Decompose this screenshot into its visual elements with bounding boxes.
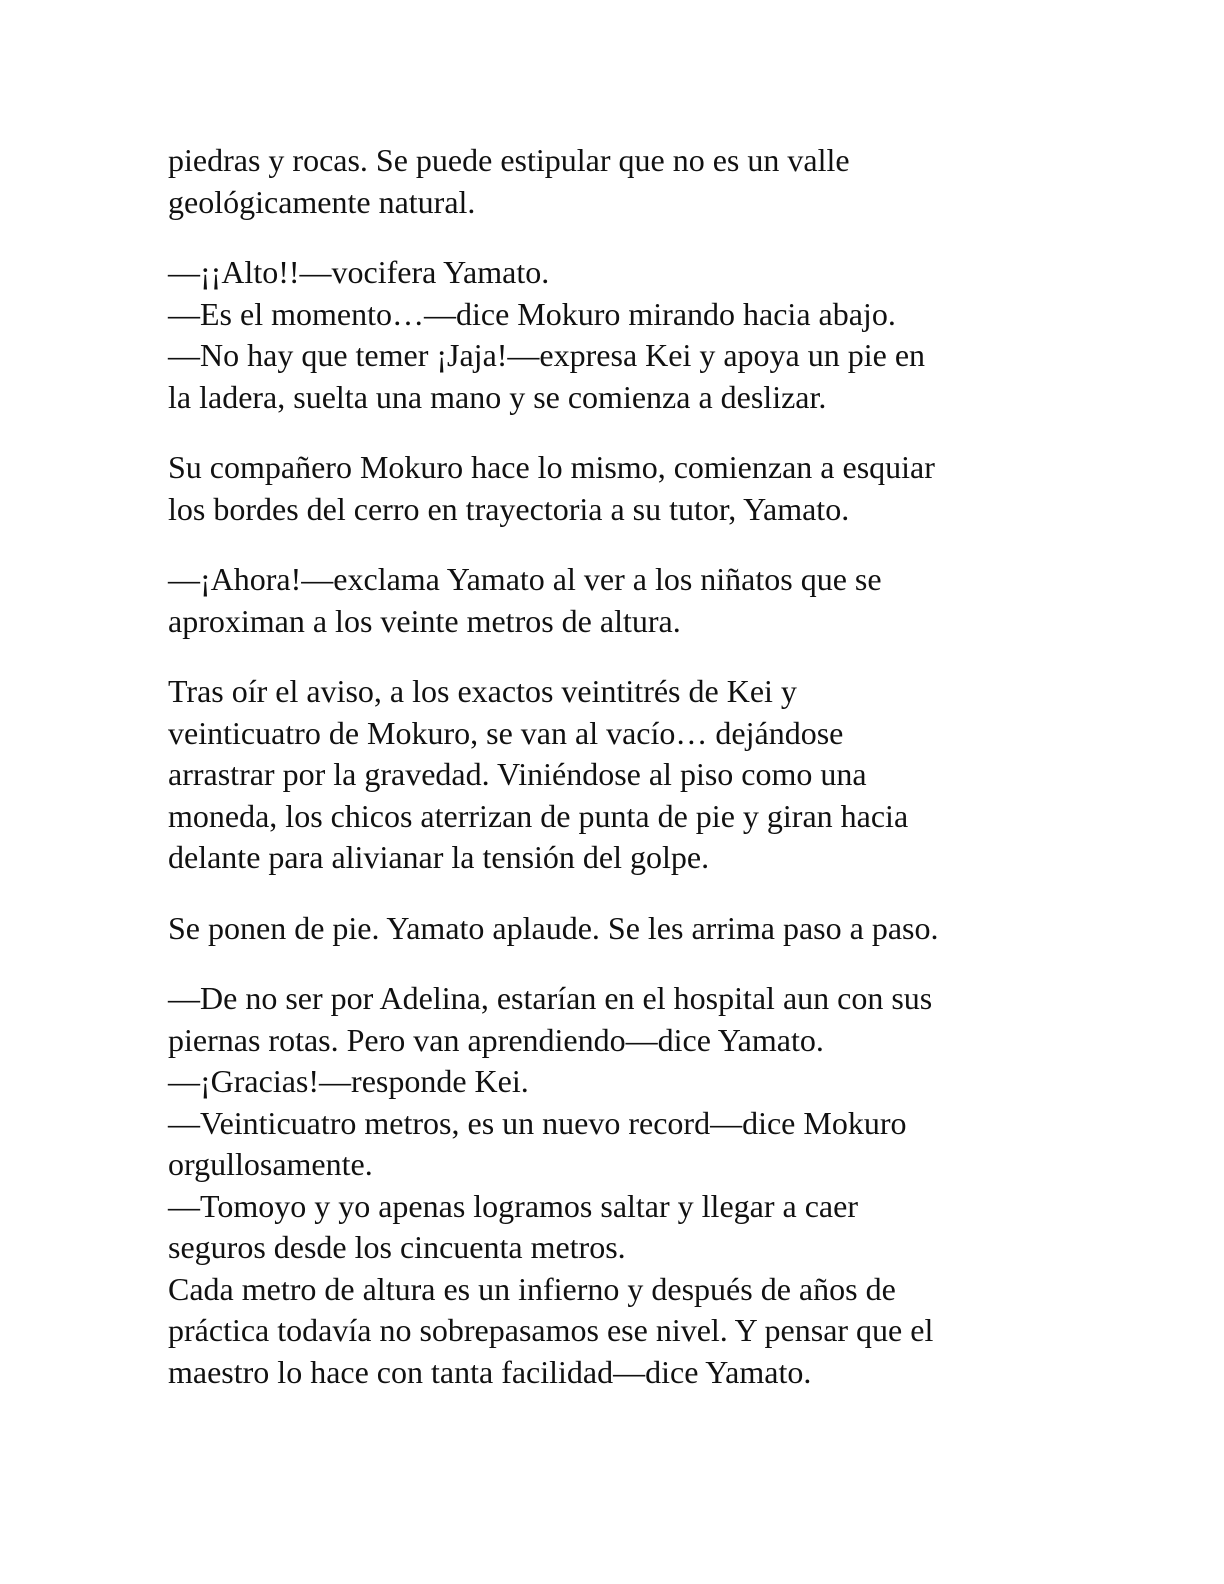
text-line: geológicamente natural.	[168, 183, 476, 220]
text-line: —Es el momento…—dice Mokuro mirando hacia abajo.	[168, 295, 896, 332]
text-line: orgullosamente.	[168, 1146, 373, 1182]
text-line: maestro lo hace con tanta facilidad—dice Yamato.	[168, 1353, 812, 1390]
text-line: —De no ser por Adelina, estarían en el hospital aun con sus	[168, 980, 933, 1016]
text-line: —No hay que temer ¡Jaja!—expresa Kei y apoya un pie en	[168, 337, 926, 373]
text-line: arrastrar por la gravedad. Viniéndose al piso como una	[168, 756, 867, 792]
text-line: delante para alivianar la tensión del golpe.	[168, 839, 710, 875]
text-line: Se ponen de pie. Yamato aplaude. Se les arrima paso a paso.	[168, 909, 939, 946]
text-line: moneda, los chicos aterrizan de punta de pie y giran hacia	[168, 797, 909, 834]
text-line: —¡Gracias!—responde Kei.	[168, 1063, 529, 1099]
text-line: veinticuatro de Mokuro, se van al vacío… dejándose	[168, 714, 844, 751]
paragraph	[168, 140, 1058, 223]
text-line: seguros desde los cincuenta metros.	[168, 1229, 626, 1265]
paragraph	[168, 671, 1058, 879]
text-line: la ladera, suelta una mano y se comienza a deslizar.	[168, 378, 827, 415]
paragraph	[168, 252, 1058, 418]
text-line: Cada metro de altura es un infierno y después de años de	[168, 1270, 896, 1307]
text-line: —Veinticuatro metros, es un nuevo record—dice Mokuro	[168, 1104, 907, 1141]
text-line: piedras y rocas. Se puede estipular que no es un valle	[168, 142, 850, 178]
text-line: piernas rotas. Pero van aprendiendo—dice Yamato.	[168, 1021, 824, 1058]
paragraph	[168, 978, 1058, 1393]
paragraph	[168, 447, 1058, 530]
text-line: Su compañero Mokuro hace lo mismo, comienzan a esquiar	[168, 449, 935, 485]
paragraph	[168, 559, 1058, 642]
text-line: —¡Ahora!—exclama Yamato al ver a los niñatos que se	[168, 561, 882, 597]
text-line: práctica todavía no sobrepasamos ese nivel. Y pensar que el	[168, 1312, 934, 1348]
paragraph	[168, 908, 1058, 950]
text-line: Tras oír el aviso, a los exactos veintitrés de Kei y	[168, 673, 797, 709]
text-line: —Tomoyo y yo apenas logramos saltar y llegar a caer	[168, 1187, 858, 1224]
document-page	[168, 140, 1058, 1422]
text-line: —¡¡Alto!!—vocifera Yamato.	[168, 254, 550, 290]
text-line: aproximan a los veinte metros de altura.	[168, 602, 681, 639]
text-line: los bordes del cerro en trayectoria a su tutor, Yamato.	[168, 490, 850, 527]
